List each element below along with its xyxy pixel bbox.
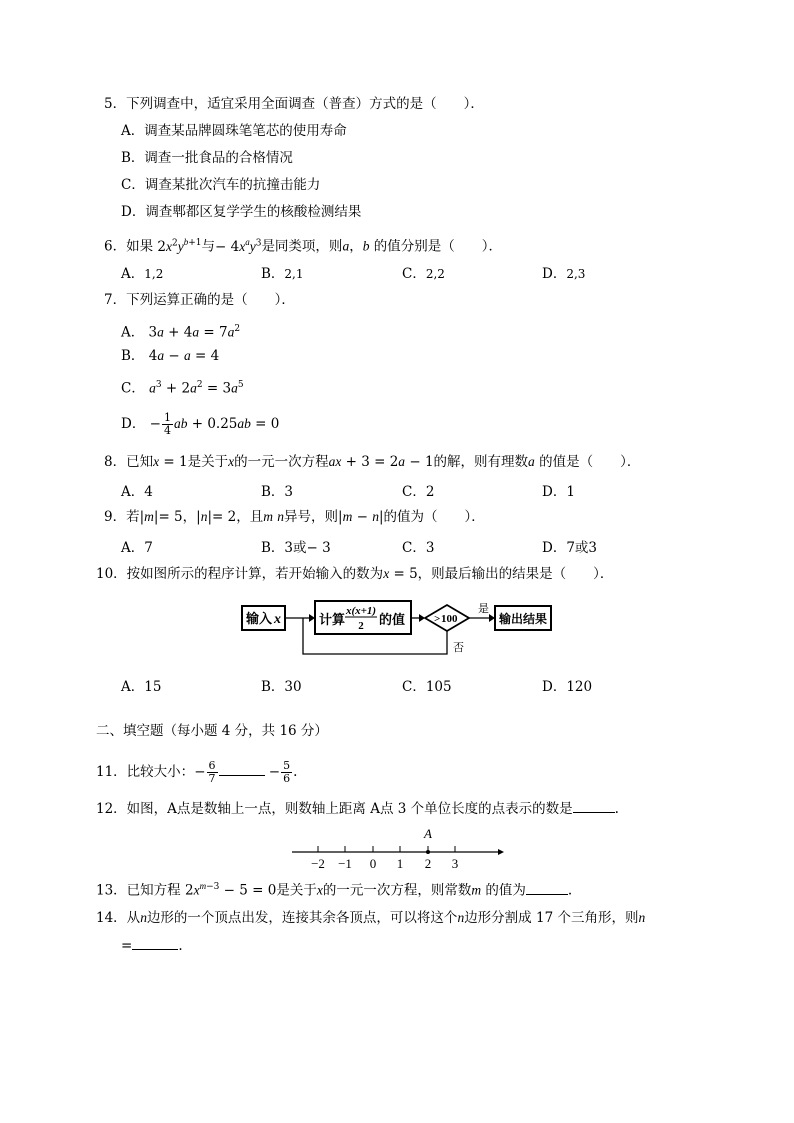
- flow-condition-gt: >: [434, 613, 441, 625]
- q9-stem: 9．若|m|= 5，|n|= 2，且m n异号，则|m − n|的值为（ ）．: [104, 509, 485, 525]
- q12-tick-label: 3: [451, 856, 459, 871]
- q6-option-d: D．2,3: [542, 266, 586, 282]
- q12-tick-label: −1: [338, 856, 352, 871]
- q6-option-a: A．1,2: [121, 266, 164, 282]
- flow-input-var: x: [274, 612, 281, 627]
- q12-tick-label: 2: [424, 856, 432, 871]
- q9-option-a: A．7: [121, 540, 153, 556]
- q7-option-a: A． $3a + 4a = 7a^2$: [121, 324, 241, 341]
- flow-compute-prefix: 计算: [319, 612, 346, 627]
- q6-term2: − $4x^ay^3$: [215, 237, 262, 255]
- flow-no-label: 否: [453, 642, 464, 654]
- q10-option-a: A．15: [121, 679, 162, 695]
- q8-option-c: C．2: [402, 484, 435, 500]
- q12-tick-label: 0: [369, 856, 377, 871]
- q5-option-b: B．调查一批食品的合格情况: [121, 150, 293, 166]
- q9-option-b: B．3或− 3: [261, 540, 331, 556]
- q6-stem: 6．如果 $2x^2y^{b+1}$与− $4x^ay^3$是同类项，则a，b 的值分别是（ ）．: [104, 237, 502, 255]
- flow-output-label: 输出结果: [499, 612, 548, 626]
- flow-input-label: 输入: [246, 611, 273, 626]
- q5-stem: 5．下列调查中，适宜采用全面调查（普查）方式的是（ ）．: [104, 96, 484, 112]
- q7-option-c: C． $a^3 + 2a^2 = 3a^5$: [121, 380, 244, 397]
- q8-option-b: B．3: [261, 484, 294, 500]
- flow-fraction-num: x(x+1): [345, 605, 377, 617]
- q7-stem: 7．下列运算正确的是（ ）．: [104, 292, 295, 308]
- q8-stem: 8．已知x = 1是关于x的一元一次方程ax + 3 = 2a − 1的解，则有理数a 的值是（ ）．: [104, 454, 641, 470]
- q7-option-b: B． 4a − a = 4: [121, 348, 220, 364]
- q11-stem: 11．比较大小：− $\frac{6}{7}$ − $\frac{5}{6}$ .: [96, 759, 298, 785]
- q10-option-d: D．120: [542, 679, 593, 695]
- q10-flowchart: [235, 598, 565, 660]
- q6-option-c: C．2,2: [402, 266, 445, 282]
- q12-point-label: A: [424, 826, 432, 841]
- q10-stem: 10．按如图所示的程序计算，若开始输入的数为x = 5，则最后输出的结果是（ ）．: [96, 566, 614, 582]
- q8-option-d: D．1: [542, 484, 575, 500]
- q10-option-b: B．30: [261, 679, 302, 695]
- q7-option-d: D． − $\frac{1}{4}$ ab + 0.25ab = 0: [121, 411, 280, 437]
- flow-fraction-den: 2: [358, 620, 364, 632]
- q14-line1: 14．从n边形的一个顶点出发，连接其余各顶点，可以将这个n边形分割成 17 个三角形，则n: [96, 910, 646, 926]
- q6-option-b: B．2,1: [261, 266, 304, 282]
- q12-point-a: [426, 850, 430, 854]
- q9-option-c: C．3: [402, 540, 435, 556]
- q9-option-d: D．7或3: [542, 540, 598, 556]
- q14-line2: = .: [121, 938, 183, 954]
- q13-stem: 13．已知方程 $2x^{m-3} - 5 = 0$是关于x的一元一次方程，则常数m 的值为 .: [96, 881, 573, 899]
- section2-title: 二、填空题（每小题 4 分，共 16 分）: [96, 723, 328, 739]
- q10-option-c: C．105: [402, 679, 452, 695]
- q5-option-d: D．调查郫都区复学学生的核酸检测结果: [121, 204, 362, 220]
- flow-yes-label: 是: [478, 603, 489, 615]
- q12-tick-label: −2: [311, 856, 325, 871]
- q12-number-line: [288, 822, 508, 872]
- q8-option-a: A．4: [121, 484, 153, 500]
- q6-term1: $2x^2y^{b+1}$: [157, 237, 202, 255]
- q5-option-a: A．调查某品牌圆珠笔笔芯的使用寿命: [121, 123, 347, 139]
- flow-compute-suffix: 的值: [379, 612, 406, 627]
- q5-option-c: C．调查某批次汽车的抗撞击能力: [121, 177, 321, 193]
- q12-tick-label: 1: [396, 856, 404, 871]
- flow-condition-value: 100: [441, 613, 458, 625]
- q12-stem: 12．如图，A点是数轴上一点，则数轴上距离 A点 3 个单位长度的点表示的数是 .: [96, 801, 619, 817]
